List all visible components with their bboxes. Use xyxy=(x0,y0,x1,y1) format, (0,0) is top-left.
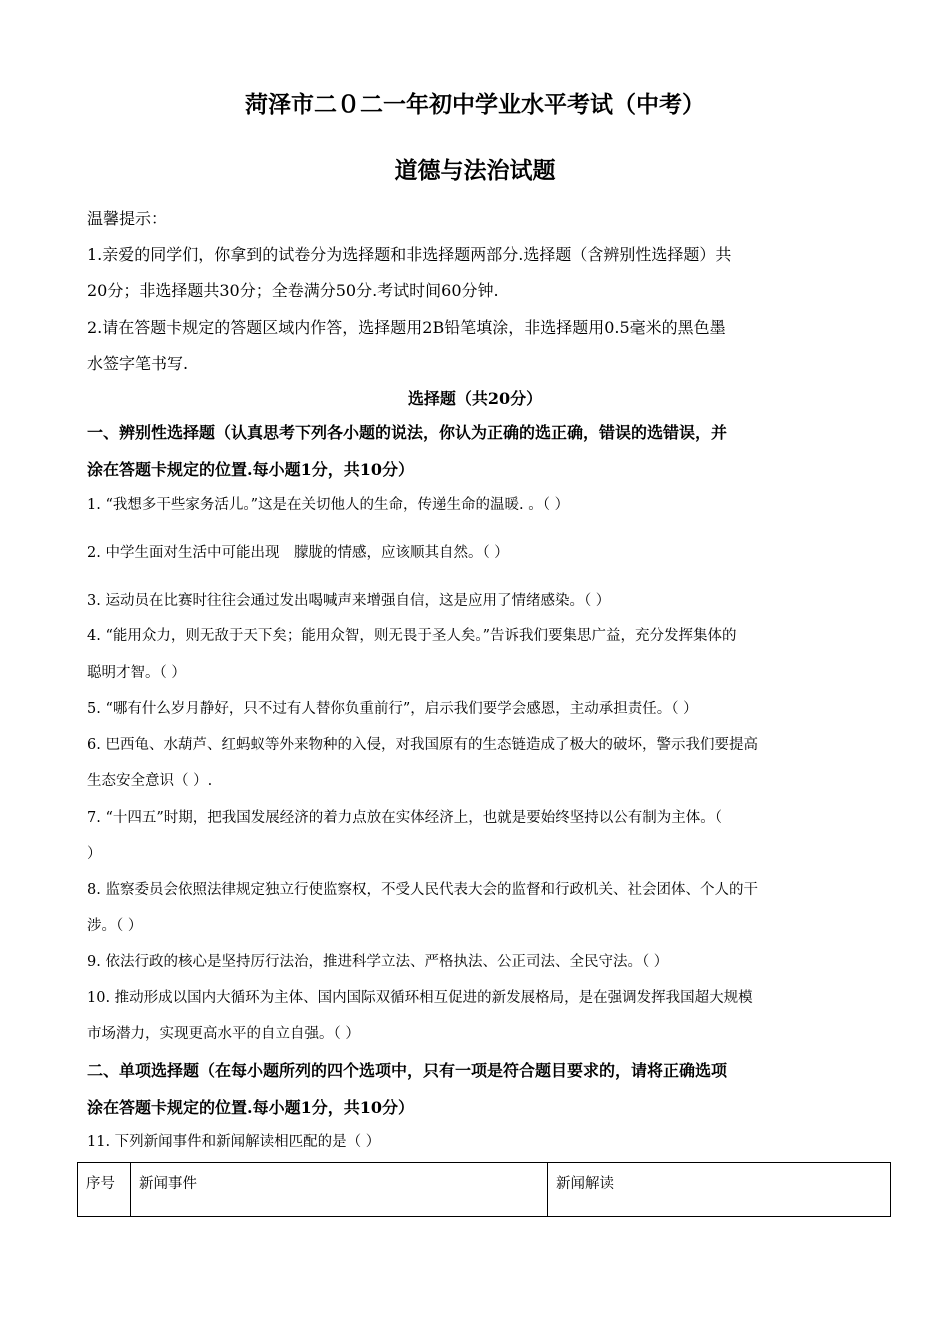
question-line: 涉。（ ） xyxy=(87,918,143,934)
part1-heading: 一、辨别性选择题（认真思考下列各小题的说法，你认为正确的选正确，错误的选错误，并 xyxy=(87,423,728,442)
section-title: 选择题（共20分） xyxy=(407,389,543,408)
news-table xyxy=(77,1162,891,1217)
question-line: 3. 运动员在比赛时往往会通过发出喝喊声来增强自信，这是应用了情绪感染。（ ） xyxy=(87,593,611,609)
table-header-row xyxy=(78,1163,891,1217)
question-line: 2. 中学生面对生活中可能出现 朦胧的情感，应该顺其自然。（ ） xyxy=(87,545,509,561)
question-line: 聪明才智。（ ） xyxy=(87,665,186,681)
question-line: 1. “我想多干些家务活儿。”这是在关切他人的生命，传递生命的温暖. 。（ ） xyxy=(87,497,570,513)
question-11: 11. 下列新闻事件和新闻解读相匹配的是（ ） xyxy=(87,1134,381,1150)
question-line: 生态安全意识（ ）. xyxy=(87,773,213,789)
question-line: 8. 监察委员会依照法律规定独立行使监察权，不受人民代表大会的监督和行政机关、社会团体、个人的干 xyxy=(87,882,758,898)
table-header-cell: 序号 xyxy=(78,1163,131,1217)
tips-heading: 温馨提示： xyxy=(87,209,168,228)
part2-heading: 二、单项选择题（在每小题所列的四个选项中，只有一项是符合题目要求的，请将正确选项 xyxy=(87,1061,728,1080)
part2-heading: 涂在答题卡规定的位置.每小题1分，共10分） xyxy=(87,1098,414,1117)
question-line: 6. 巴西龟、水葫芦、红蚂蚁等外来物种的入侵，对我国原有的生态链造成了极大的破坏，警示我们要提高 xyxy=(87,737,758,753)
exam-subtitle: 道德与法治试题 xyxy=(394,157,556,184)
question-line: 10. 推动形成以国内大循环为主体、国内国际双循环相互促进的新发展格局，是在强调发挥我国超大规模 xyxy=(87,990,753,1006)
tips-line: 20分；非选择题共30分；全卷满分50分.考试时间60分钟. xyxy=(87,281,499,300)
part1-heading: 涂在答题卡规定的位置.每小题1分，共10分） xyxy=(87,460,414,479)
table-header-cell: 新闻事件 xyxy=(131,1163,548,1217)
question-line: 市场潜力，实现更高水平的自立自强。（ ） xyxy=(87,1026,360,1042)
exam-title: 菏泽市二０二一年初中学业水平考试（中考） xyxy=(245,91,705,118)
question-line: 9. 依法行政的核心是坚持厉行法治，推进科学立法、严格执法、公正司法、全民守法。（ ） xyxy=(87,954,669,970)
question-line: 5. “哪有什么岁月静好，只不过有人替你负重前行”，启示我们要学会感恩，主动承担责任。（ ） xyxy=(87,701,698,717)
tips-line: 水签字笔书写. xyxy=(87,354,189,373)
question-line: ） xyxy=(87,846,102,862)
tips-line: 1.亲爱的同学们，你拿到的试卷分为选择题和非选择题两部分.选择题（含辨别性选择题）共 xyxy=(87,245,732,264)
table-header-cell: 新闻解读 xyxy=(548,1163,891,1217)
tips-line: 2.请在答题卡规定的答题区域内作答，选择题用2B铅笔填涂，非选择题用0.5毫米的黑色墨 xyxy=(87,318,726,337)
question-line: 4. “能用众力，则无敌于天下矣；能用众智，则无畏于圣人矣。”告诉我们要集思广益，充分发挥集体的 xyxy=(87,628,737,644)
question-line: 7. “十四五”时期，把我国发展经济的着力点放在实体经济上，也就是要始终坚持以公有制为主体。（ xyxy=(87,810,723,826)
